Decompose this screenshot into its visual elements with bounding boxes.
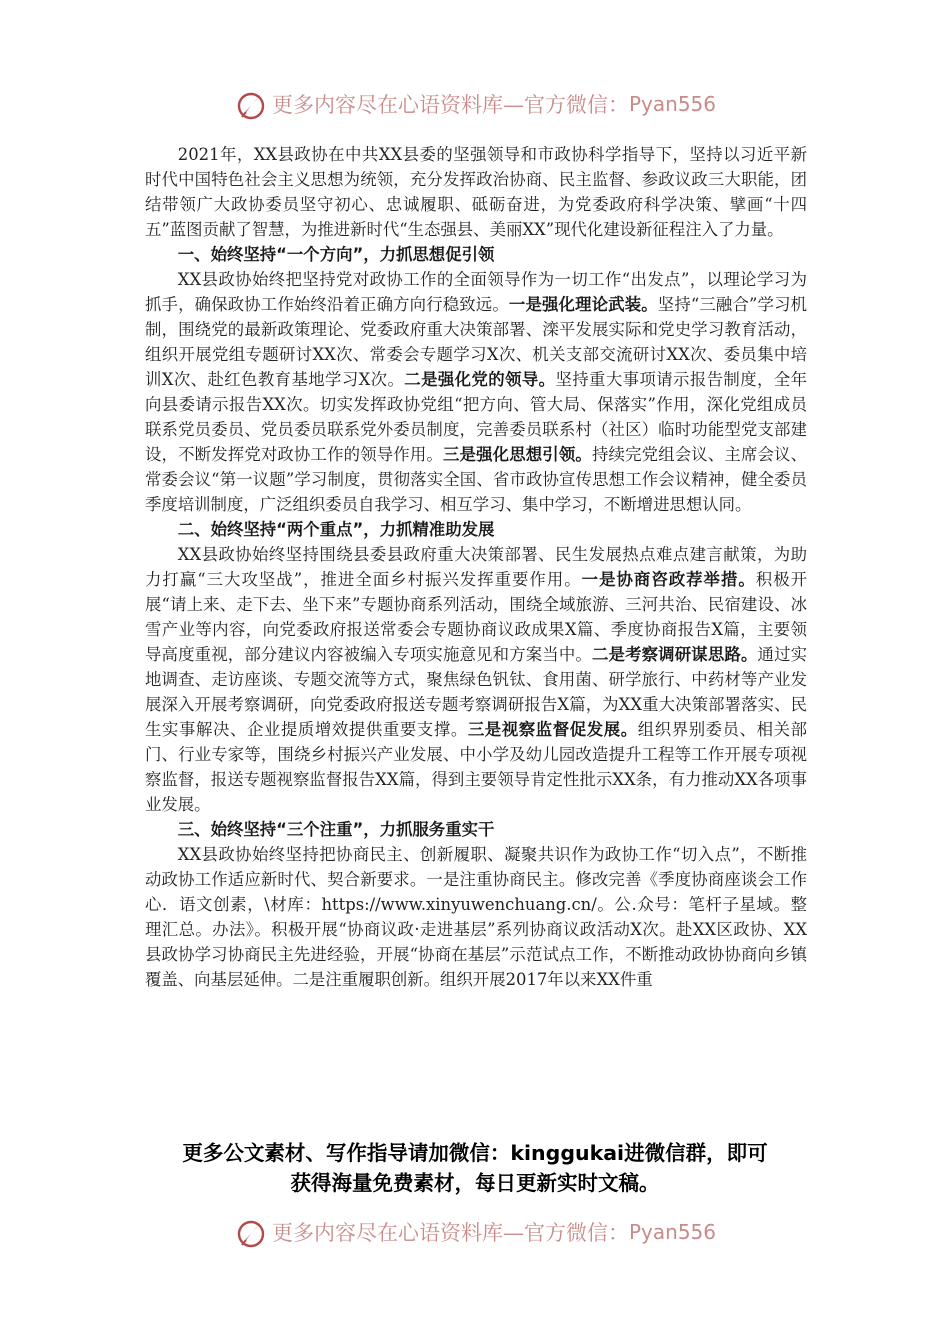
section3-paragraph: XX县政协始终坚持把协商民主、创新履职、凝聚共识作为政协工作“切入点”，不断推动政协工作适应新时代、契合新要求。一是注重协商民主。修改完善《季度协商座谈会工作心．语文创素，\材库：https://www.xinyuwenchuang.cn/。公.众号：笔杆子星域。整理汇总。办法》。积极开展“协商议政·走进基层”系列协商议政活动X次。赴XX区政协、XX县政协学习协商民主先进经验，开展“协商在基层”示范试点工作，不断推动政协协商向乡镇覆盖、向基层延伸。二是注重履职创新。组织开展2017年以来XX件重	[145, 845, 807, 989]
section3-heading: 三、始终坚持“三个注重”，力抓服务重实干	[177, 820, 495, 839]
section1-point2: 二是强化党的领导。	[404, 370, 556, 389]
section1-point3: 三是强化思想引领。	[442, 445, 592, 464]
section1-paragraph	[145, 267, 807, 517]
section1-text-c: 坚持重大事项请示报告制度，全年向县委请示报告XX次。切实发挥政协党组“把方向、管大局、保落实”作用，深化党组成员联系党员委员、党员委员联系党外委员制度，完善委员联系村（社区）临时功能型党支部建设，不断发挥党对政协工作的领导作用。	[145, 370, 808, 464]
quill-logo-icon	[234, 87, 268, 121]
promo-block	[100, 1138, 850, 1198]
document-body	[145, 142, 807, 992]
section1-heading: 一、始终坚持“一个方向”，力抓思想促引领	[177, 245, 495, 264]
section2-text-c: 通过实地调查、走访座谈、专题交流等方式，聚焦绿色钒钛、食用菌、研学旅行、中药材等产业发展深入开展考察调研，向党委政府报送专题考察调研报告X篇，为XX重大决策部署落实、民生实事解决、企业提质增效提供重要支撑。	[145, 645, 808, 739]
header-banner-wechat: Pyan556	[628, 92, 716, 116]
section2-text-d: 组织界别委员、相关部门、行业专家等，围绕乡村振兴产业发展、中小学及幼儿园改造提升工程等工作开展专项视察监督，报送专题视察监督报告XX篇，得到主要领导肯定性批示XX条，有力推动XX各项事业发展。	[145, 720, 808, 814]
footer-banner-text: 更多内容尽在心语资料库—官方微信：	[271, 1221, 629, 1245]
section2-point3: 三是视察监督促发展。	[467, 720, 638, 739]
section2-point1: 一是协商咨政荐举措。	[581, 570, 756, 589]
promo-line1: 更多公文素材、写作指导请加微信：kinggukai进微信群，即可	[182, 1141, 768, 1165]
section1-point1: 一是强化理论武装。	[508, 295, 658, 314]
section1-text-d: 持续完党组会议、主席会议、常委会议“第一议题”学习制度，贯彻落实全国、省市政协宣传思想工作会议精神，健全委员季度培训制度，广泛组织委员自我学习、相互学习、集中学习，不断增进思想认同。	[145, 445, 808, 514]
quill-logo-icon	[234, 1215, 268, 1249]
section2-heading: 二、始终坚持“两个重点”，力抓精准助发展	[177, 520, 495, 539]
header-banner-text: 更多内容尽在心语资料库—官方微信：	[271, 93, 629, 117]
footer-banner	[0, 1212, 950, 1252]
header-banner	[0, 84, 950, 124]
section2-point2: 二是考察调研谋思路。	[591, 645, 758, 664]
intro-paragraph: 2021年，XX县政协在中共XX县委的坚强领导和市政协科学指导下，坚持以习近平新时代中国特色社会主义思想为统领，充分发挥政治协商、民主监督、参政议政三大职能，团结带领广大政协委员坚守初心、忠诚履职、砥砺奋进，为党委政府科学决策、擘画“十四五”蓝图贡献了智慧，为推进新时代“生态强县、美丽XX”现代化建设新征程注入了力量。	[145, 145, 807, 239]
section2-text-b: 积极开展“请上来、走下去、坐下来”专题协商系列活动，围绕全域旅游、三河共治、民宿建设、冰雪产业等内容，向党委政府报送常委会专题协商议政成果X篇、季度协商报告X篇，主要领导高度重视，部分建议内容被编入专项实施意见和方案当中。	[145, 570, 808, 664]
section2-paragraph	[145, 542, 807, 817]
section1-text-b: 坚持“三融合”学习机制，围绕党的最新政策理论、党委政府重大决策部署、滦平发展实际和党史学习教育活动，组织开展党组专题研讨XX次、常委会专题学习X次、机关支部交流研讨XX次、委员集中培训X次、赴红色教育基地学习X次。	[145, 295, 808, 389]
promo-line2: 获得海量免费素材，每日更新实时文稿。	[290, 1171, 660, 1195]
section1-text-a: XX县政协始终把坚持党对政协工作的全面领导作为一切工作“出发点”，以理论学习为抓手，确保政协工作始终沿着正确方向行稳致远。	[145, 270, 807, 314]
section2-text-a: XX县政协始终坚持围绕县委县政府重大决策部署、民生发展热点难点建言献策，为助力打赢“三大攻坚战”，推进全面乡村振兴发挥重要作用。	[145, 545, 807, 589]
footer-banner-wechat: Pyan556	[628, 1220, 716, 1244]
